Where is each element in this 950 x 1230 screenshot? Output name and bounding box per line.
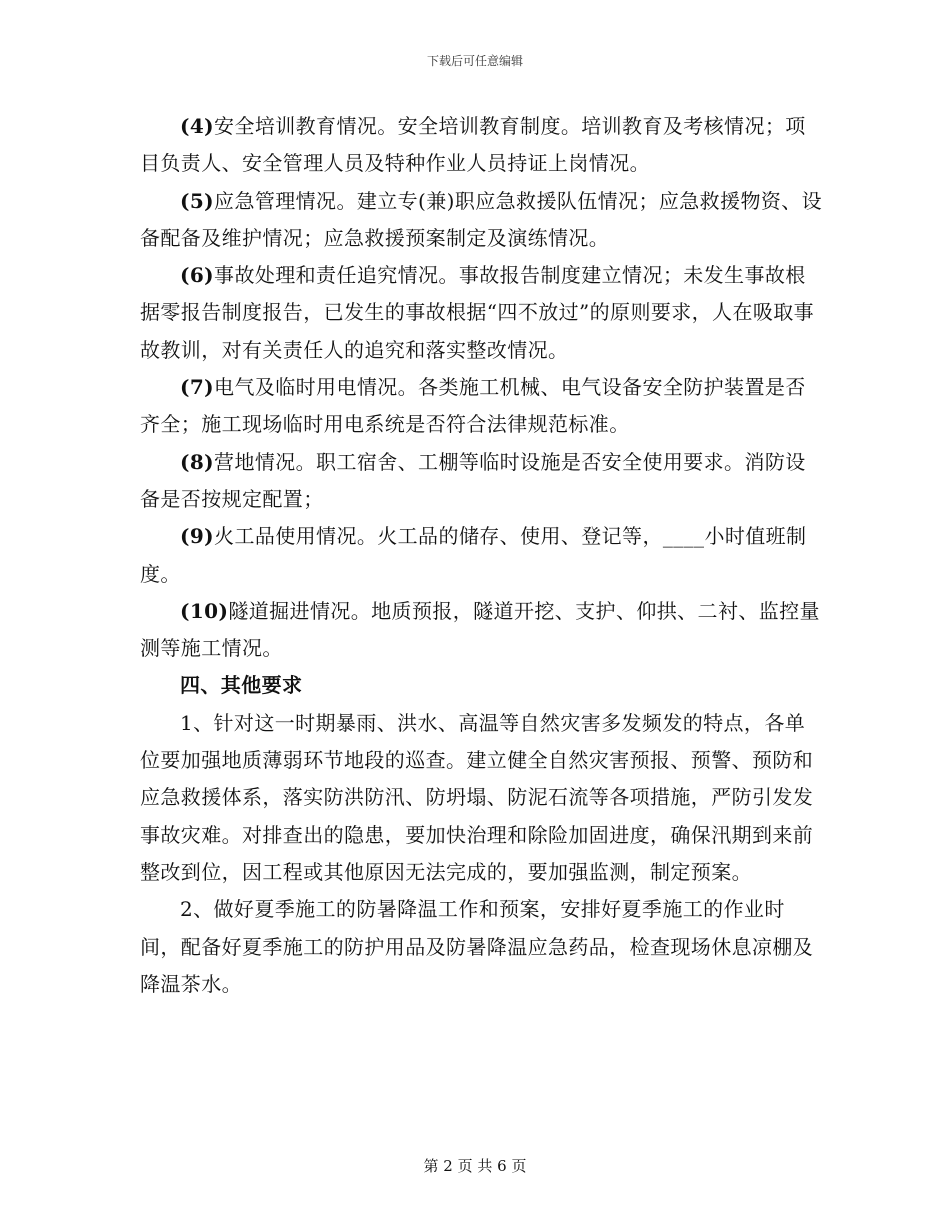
item-number: (4) [180, 114, 215, 138]
item-number: (8) [180, 449, 215, 474]
item-text: 隧道掘进情况。地质预报，隧道开挖、支护、仰拱、二衬、监控量测等施工情况。 [140, 598, 820, 661]
item-text: 电气及临时用电情况。各类施工机械、电气设备安全防护装置是否齐全；施工现场临时用电系统是否符合法律规范标准。 [140, 375, 806, 437]
paragraph-item-10 [140, 593, 825, 668]
requirement-paragraph-1: 1、针对这一时期暴雨、洪水、高温等自然灾害多发频发的特点，各单位要加强地质薄弱环节地段的巡查。建立健全自然灾害预报、预警、预防和应急救援体系，落实防洪防汛、防坍塌、防泥石流等各项措施，严防引发发事故灾难。对排查出的隐患，要加快治理和除险加固进度，确保汛期到来前整改到位，因工程或其他原因无法完成的，要加强监测，制定预案。 [140, 710, 814, 884]
paragraph-item-8 [140, 444, 825, 519]
requirement-paragraph-2: 2、做好夏季施工的防暑降温工作和预案，安排好夏季施工的作业时间，配备好夏季施工的防护用品及防暑降温应急药品，检查现场休息凉棚及降温茶水。 [140, 897, 814, 996]
item-text: 营地情况。职工宿舍、工棚等临时设施是否安全使用要求。消防设备是否按规定配置； [140, 449, 806, 511]
item-number: (6) [180, 263, 215, 288]
item-number: (7) [180, 375, 215, 400]
paragraph-item-7 [140, 369, 825, 444]
header-note: 下载后可任意编辑 [426, 54, 523, 68]
page-number-footer: 第 2 页 共 6 页 [423, 1157, 527, 1175]
item-text: 火工品使用情况。火工品的储存、使用、登记等，____小时值班制度。 [140, 524, 807, 586]
item-number: (5) [180, 188, 215, 213]
paragraph-item-9 [140, 518, 825, 593]
item-number: (9) [180, 524, 215, 549]
item-text: 应急管理情况。建立专(兼)职应急救援队伍情况；应急救援物资、设备配备及维护情况；应急救援预案制定及演练情况。 [140, 188, 823, 250]
paragraph-item-6 [140, 257, 825, 369]
document-body [140, 108, 825, 1003]
item-text: 事故处理和责任追究情况。事故报告制度建立情况；未发生事故根据零报告制度报告，已发生的事故根据“四不放过”的原则要求，人在吸取事故教训，对有关责任人的追究和落实整改情况。 [140, 263, 815, 362]
paragraph-item-5 [140, 183, 825, 258]
item-number: (10) [180, 598, 229, 623]
section-heading: 四、其他要求 [180, 673, 303, 698]
paragraph-item-4 [140, 108, 825, 183]
item-text: 安全培训教育情况。安全培训教育制度。培训教育及考核情况；项目负责人、安全管理人员及特种作业人员持证上岗情况。 [140, 114, 806, 176]
